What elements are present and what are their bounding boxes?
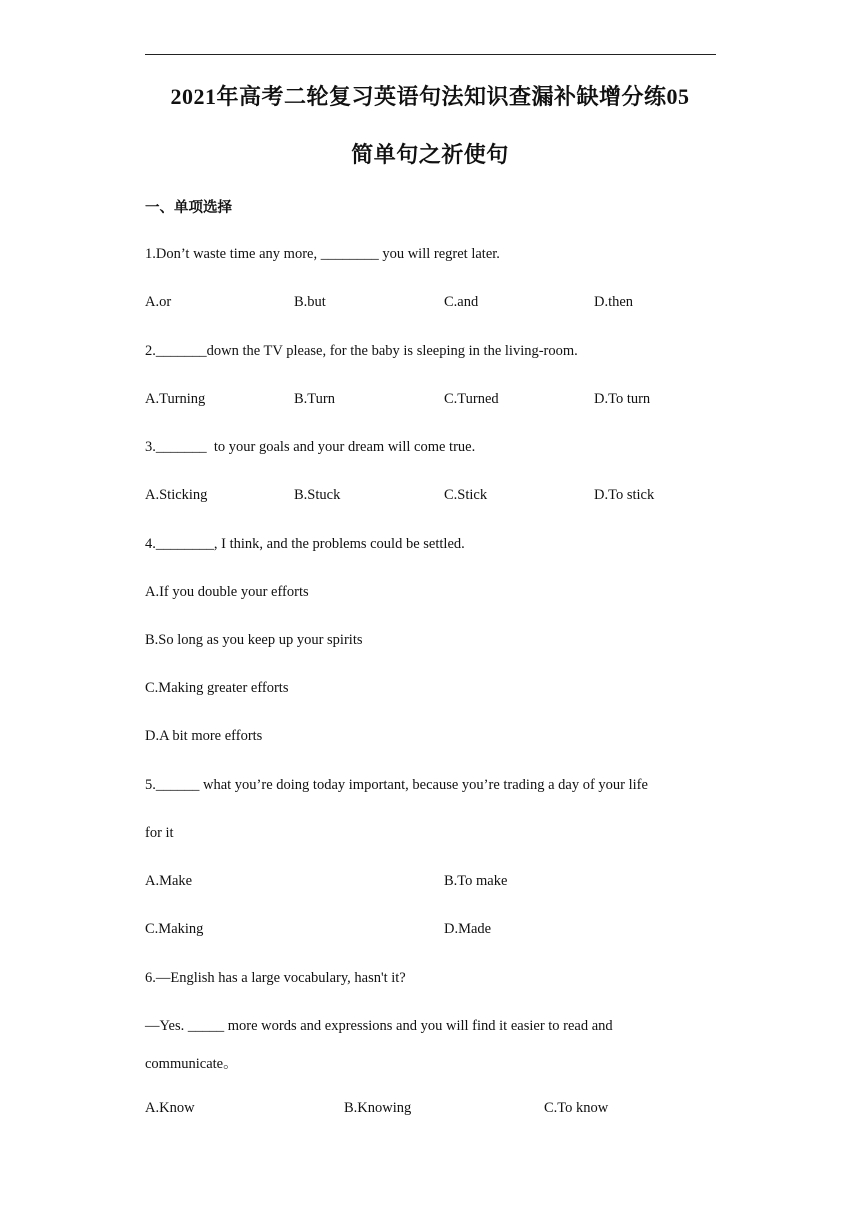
question-3-stem: 3._______ to your goals and your dream will come true. — [145, 439, 476, 455]
section-heading: 一、单项选择 — [145, 200, 232, 216]
question-2-option-d[interactable]: D.To turn — [594, 391, 651, 407]
question-1-option-d[interactable]: D.then — [594, 294, 634, 310]
question-2-option-c[interactable]: C.Turned — [444, 391, 499, 407]
question-1-option-a[interactable]: A.or — [145, 294, 172, 310]
document-title: 2021年高考二轮复习英语句法知识查漏补缺增分练05 — [170, 84, 690, 109]
question-6-option-b[interactable]: B.Knowing — [344, 1100, 412, 1116]
question-4-option-d[interactable]: D.A bit more efforts — [145, 728, 263, 744]
question-5-option-b[interactable]: B.To make — [444, 873, 508, 889]
question-1-option-b[interactable]: B.but — [294, 294, 326, 310]
question-5-option-a[interactable]: A.Make — [145, 873, 193, 889]
document-subtitle: 简单句之祈使句 — [351, 142, 509, 167]
question-1-option-c[interactable]: C.and — [444, 294, 479, 310]
question-4-stem: 4.________, I think, and the problems could be settled. — [145, 536, 465, 552]
question-5-stem: 5.______ what you’re doing today important, because you’re trading a day of your life — [145, 777, 648, 793]
question-4-option-b[interactable]: B.So long as you keep up your spirits — [145, 632, 363, 648]
question-6-stem-continued-2: communicate。 — [145, 1056, 238, 1072]
question-5-option-c[interactable]: C.Making — [145, 921, 204, 937]
question-3-option-a[interactable]: A.Sticking — [145, 487, 208, 503]
question-2-option-a[interactable]: A.Turning — [145, 391, 206, 407]
question-2-stem: 2._______down the TV please, for the baby is sleeping in the living-room. — [145, 343, 578, 359]
question-6-stem: 6.—English has a large vocabulary, hasn't it? — [145, 970, 406, 986]
question-6-stem-continued: —Yes. _____ more words and expressions and you will find it easier to read and — [145, 1018, 613, 1034]
question-2-option-b[interactable]: B.Turn — [294, 391, 335, 407]
question-3-option-c[interactable]: C.Stick — [444, 487, 488, 503]
question-5-stem-continued: for it — [145, 825, 174, 841]
header-rule — [145, 54, 716, 55]
question-3-option-d[interactable]: D.To stick — [594, 487, 655, 503]
question-6-option-c[interactable]: C.To know — [544, 1100, 609, 1116]
question-3-option-b[interactable]: B.Stuck — [294, 487, 341, 503]
question-5-option-d[interactable]: D.Made — [444, 921, 492, 937]
question-6-option-a[interactable]: A.Know — [145, 1100, 195, 1116]
question-1-stem: 1.Don’t waste time any more, ________ you will regret later. — [145, 246, 500, 262]
question-4-option-a[interactable]: A.If you double your efforts — [145, 584, 309, 600]
question-4-option-c[interactable]: C.Making greater efforts — [145, 680, 289, 696]
